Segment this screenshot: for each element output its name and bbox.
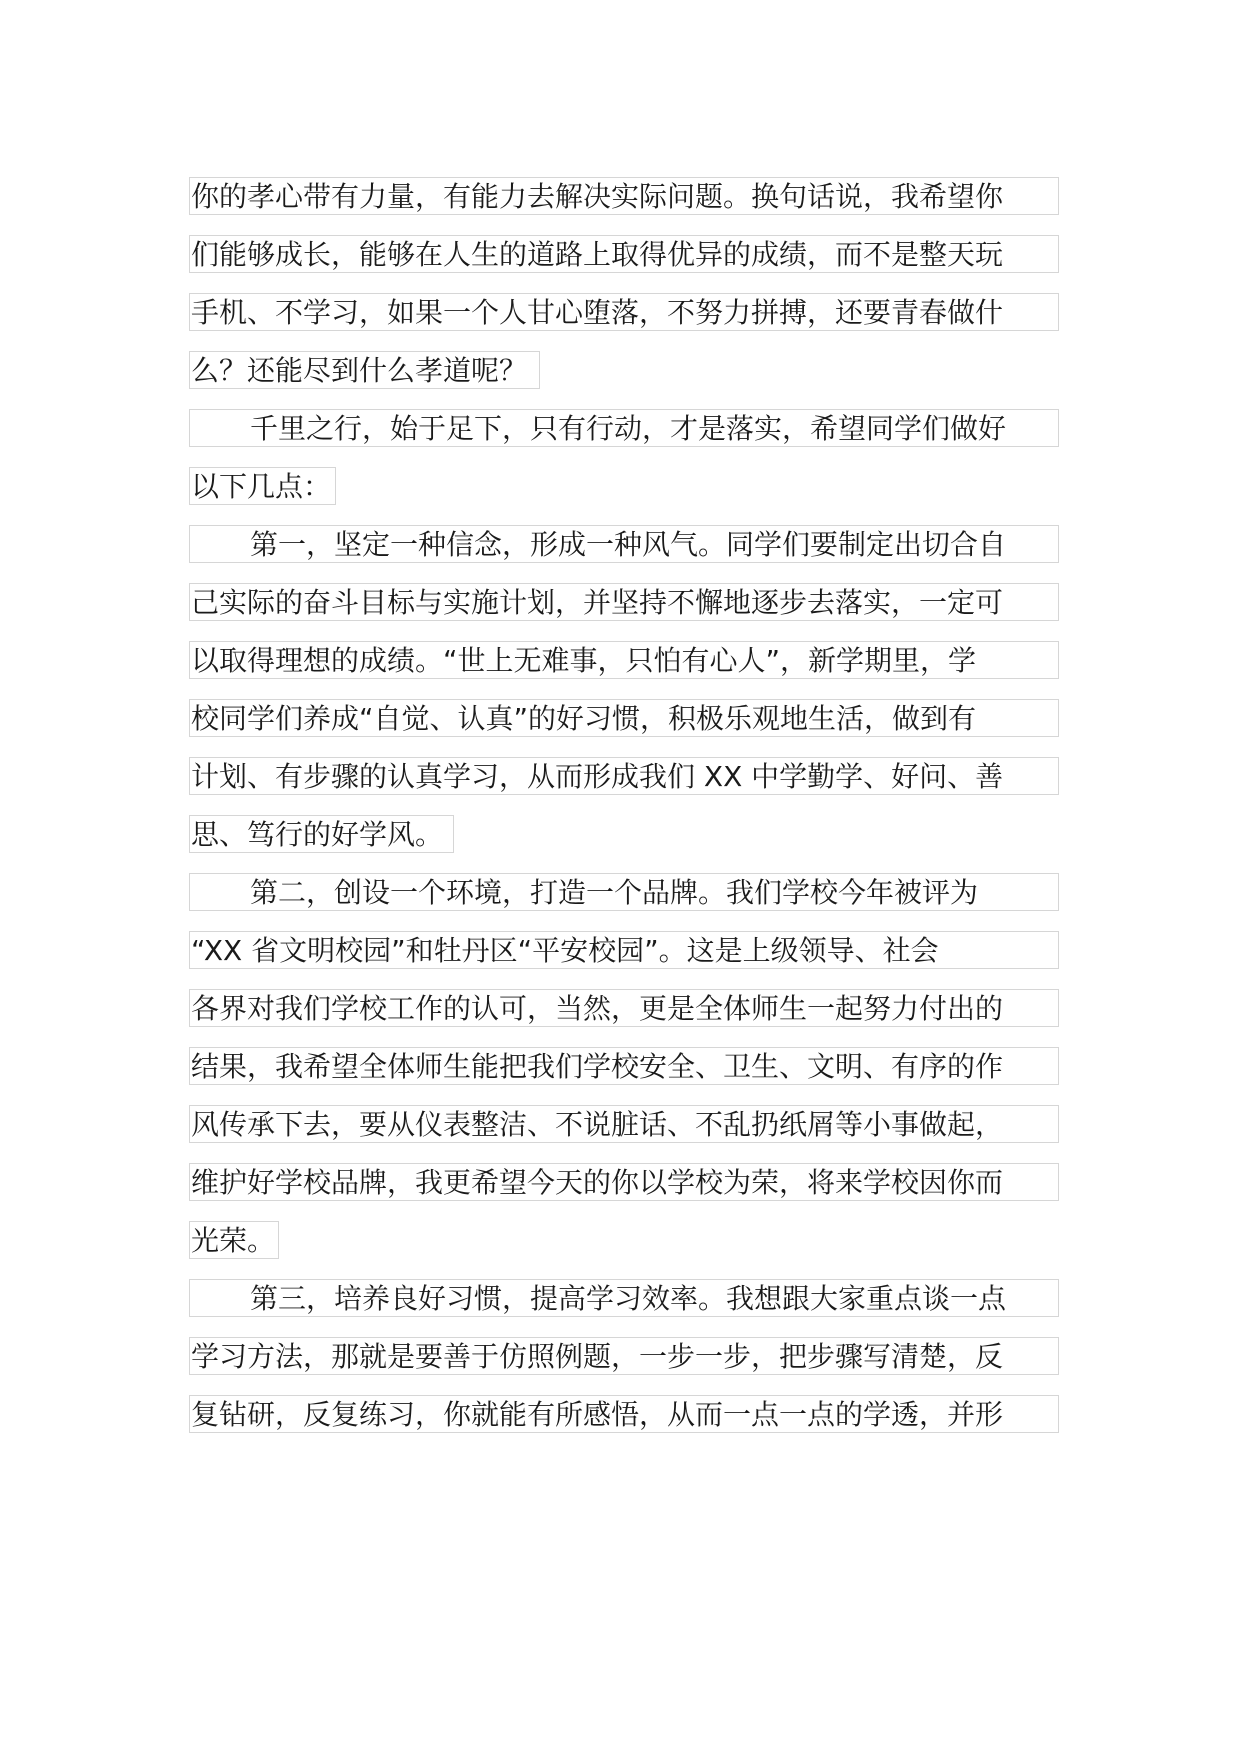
text-line: 校同学们养成“自觉、认真”的好习惯，积极乐观地生活，做到有 bbox=[189, 699, 1059, 737]
paragraph-first-line: 千里之行，始于足下，只有行动，才是落实，希望同学们做好 bbox=[189, 409, 1059, 447]
text-line: 己实际的奋斗目标与实施计划，并坚持不懈地逐步去落实，一定可 bbox=[189, 583, 1059, 621]
paragraph-first-line: 第二，创设一个环境，打造一个品牌。我们学校今年被评为 bbox=[189, 873, 1059, 911]
text-line: 你的孝心带有力量，有能力去解决实际问题。换句话说，我希望你 bbox=[189, 177, 1059, 215]
text-line: 们能够成长，能够在人生的道路上取得优异的成绩，而不是整天玩 bbox=[189, 235, 1059, 273]
text-line: 维护好学校品牌，我更希望今天的你以学校为荣，将来学校因你而 bbox=[189, 1163, 1059, 1201]
text-line: “XX 省文明校园”和牡丹区“平安校园”。这是上级领导、社会 bbox=[189, 931, 1059, 969]
text-line: 手机、不学习，如果一个人甘心堕落，不努力拼搏，还要青春做什 bbox=[189, 293, 1059, 331]
text-line: 各界对我们学校工作的认可，当然，更是全体师生一起努力付出的 bbox=[189, 989, 1059, 1027]
text-line: 以取得理想的成绩。“世上无难事，只怕有心人”，新学期里，学 bbox=[189, 641, 1059, 679]
text-line: 思、笃行的好学风。 bbox=[189, 815, 454, 853]
text-line: 复钻研，反复练习，你就能有所感悟，从而一点一点的学透，并形 bbox=[189, 1395, 1059, 1433]
text-line: 计划、有步骤的认真学习，从而形成我们 XX 中学勤学、好问、善 bbox=[189, 757, 1059, 795]
text-line: 光荣。 bbox=[189, 1221, 279, 1259]
text-line: 风传承下去，要从仪表整洁、不说脏话、不乱扔纸屑等小事做起， bbox=[189, 1105, 1059, 1143]
text-line: 以下几点： bbox=[189, 467, 336, 505]
text-line: 结果，我希望全体师生能把我们学校安全、卫生、文明、有序的作 bbox=[189, 1047, 1059, 1085]
paragraph-first-line: 第三，培养良好习惯，提高学习效率。我想跟大家重点谈一点 bbox=[189, 1279, 1059, 1317]
text-line: 学习方法，那就是要善于仿照例题，一步一步，把步骤写清楚，反 bbox=[189, 1337, 1059, 1375]
text-line: 么？还能尽到什么孝道呢？ bbox=[189, 351, 540, 389]
paragraph-first-line: 第一，坚定一种信念，形成一种风气。同学们要制定出切合自 bbox=[189, 525, 1059, 563]
